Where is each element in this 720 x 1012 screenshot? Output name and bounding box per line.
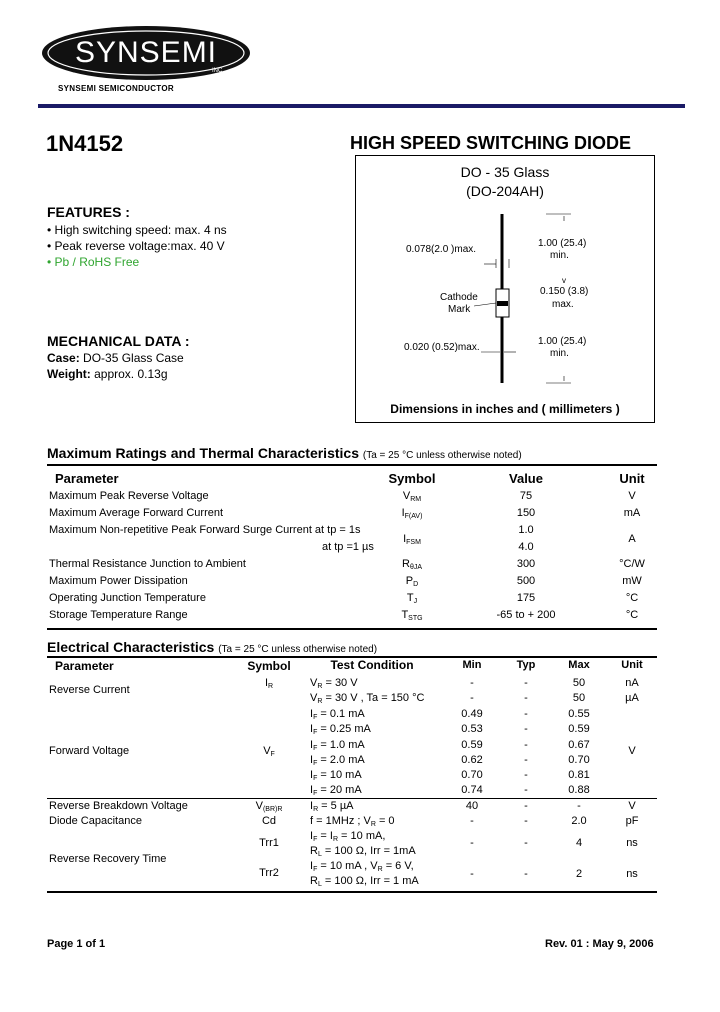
revision-date: Rev. 01 : May 9, 2006 [545, 938, 654, 950]
ratings-unit: V [628, 490, 636, 502]
company-name: SYNSEMI SEMICONDUCTOR [58, 84, 174, 93]
trr2-condition-2: $R_L = 100$ Ω, Irr = 1 mA [310, 875, 419, 888]
ratings-unit: mA [623, 507, 641, 519]
unit-value: nA [625, 677, 639, 689]
ratings-bottom-rule [47, 628, 657, 630]
min-value: - [470, 815, 474, 827]
breakdown-symbol: $V_{(BR)R}$ [255, 800, 283, 813]
trr1-condition-2: $R_L = 100$ Ω, Irr = 1mA [310, 845, 416, 858]
min-value: - [470, 868, 474, 880]
max-value: 0.81 [568, 769, 590, 781]
ratings-param: Storage Temperature Range [49, 609, 188, 621]
page-number: Page 1 of 1 [47, 938, 106, 950]
min-value: 0.53 [461, 723, 483, 735]
min-value: 0.62 [461, 754, 483, 766]
capacitance-param: Diode Capacitance [49, 815, 142, 827]
test-condition: $V_R = 30$ V , Ta = 150 °C [310, 692, 425, 705]
ratings-symbol: $I_{FSM}$ [403, 533, 421, 546]
max-value: 2 [575, 868, 583, 880]
typ-value: - [524, 677, 528, 689]
ratings-col-unit: Unit [619, 471, 645, 486]
ratings-symbol: $P_D$ [405, 575, 419, 588]
typ-value: - [524, 784, 528, 796]
typ-value: - [524, 739, 528, 751]
svg-text:SYNSEMI: SYNSEMI [74, 36, 218, 69]
top-lead-length-min: min. [550, 250, 569, 261]
elec-col-max: Max [568, 659, 590, 671]
forward-voltage-symbol: $V_F$ [263, 745, 275, 758]
package-name: DO - 35 Glass [460, 164, 550, 180]
ratings-value: 500 [516, 575, 536, 587]
min-value: 40 [465, 800, 479, 812]
body-length-max: max. [552, 299, 574, 310]
unit-value: ns [626, 837, 638, 849]
ratings-param: Maximum Average Forward Current [49, 507, 224, 519]
typ-value: - [524, 837, 528, 849]
capacitance-condition: f = 1MHz ; $V_R = 0$ [310, 815, 395, 828]
ratings-note: (Ta = 25 °C unless otherwise noted) [362, 450, 522, 461]
max-value: 0.55 [568, 708, 590, 720]
ratings-param: Operating Junction Temperature [49, 592, 206, 604]
test-condition: $I_F = 1.0$ mA [310, 739, 365, 752]
max-value: 0.70 [568, 754, 590, 766]
ratings-heading [47, 445, 522, 461]
typ-value: - [524, 708, 528, 720]
bottom-lead-length-min: min. [550, 348, 569, 359]
ratings-symbol: $T_J$ [406, 592, 418, 605]
unit-value: µA [625, 692, 639, 704]
unit-value: ns [626, 868, 638, 880]
lead-diameter-dim: 0.078(2.0 )max. [406, 244, 477, 255]
max-value: 0.59 [568, 723, 590, 735]
min-value: - [470, 692, 474, 704]
ratings-col-value: Value [509, 471, 543, 486]
top-lead-length-dim: 1.00 (25.4) [538, 238, 587, 249]
max-value: 50 [572, 692, 586, 704]
breakdown-param: Reverse Breakdown Voltage [49, 800, 188, 812]
test-condition: $I_F = 2.0$ mA [310, 754, 365, 767]
min-value: 0.49 [461, 708, 483, 720]
min-value: 0.74 [461, 784, 483, 796]
package-code: (DO-204AH) [466, 183, 544, 199]
typ-value: - [524, 692, 528, 704]
ratings-param: Maximum Power Dissipation [49, 575, 188, 587]
test-condition: $I_F = 0.1$ mA [310, 708, 365, 721]
electrical-heading [47, 639, 377, 655]
elec-col-symbol: Symbol [247, 659, 291, 673]
mechanical-case [47, 350, 184, 366]
min-value: - [470, 837, 474, 849]
test-condition: $V_R = 30$ V [310, 677, 358, 690]
test-condition: $I_F = 10$ mA [310, 769, 362, 782]
elec-col-unit: Unit [621, 659, 643, 671]
typ-value: - [524, 769, 528, 781]
svg-text:v: v [562, 276, 566, 285]
electrical-bottom-rule [47, 891, 657, 893]
document-title: HIGH SPEED SWITCHING DIODE [350, 133, 632, 153]
elec-col-min: Min [462, 659, 482, 671]
mechanical-heading: MECHANICAL DATA : [47, 333, 190, 349]
cathode-mark-label: Cathode [440, 292, 478, 303]
ratings-unit: A [628, 533, 636, 545]
ratings-top-rule [47, 464, 657, 466]
trr1-condition: $I_F = I_R = 10$ mA, [310, 830, 386, 843]
typ-value: - [524, 754, 528, 766]
ratings-col-symbol: Symbol [388, 471, 436, 486]
forward-voltage-unit: V [628, 745, 636, 757]
ratings-col-parameter: Parameter [55, 471, 119, 486]
ratings-value: 150 [516, 507, 536, 519]
max-value: 0.67 [568, 739, 590, 751]
ratings-value: 175 [516, 592, 536, 604]
part-number: 1N4152 [46, 131, 124, 156]
case-value: DO-35 Glass Case [79, 351, 184, 365]
ratings-symbol: $I_{F(AV)}$ [401, 507, 423, 520]
ratings-value: 300 [516, 558, 536, 570]
unit-value: V [628, 800, 636, 812]
ratings-param: Thermal Resistance Junction to Ambient [49, 558, 246, 570]
max-value: 2.0 [571, 815, 587, 827]
package-drawing [356, 156, 654, 422]
feature-item: • Peak reverse voltage:max. 40 V [47, 239, 225, 253]
ratings-title: Maximum Ratings and Thermal Characteristics [47, 445, 359, 461]
min-value: - [470, 677, 474, 689]
ratings-value: 1.0 [518, 524, 534, 536]
test-condition: $I_F = 20$ mA [310, 784, 362, 797]
elec-col-condition: Test Condition [330, 658, 414, 672]
ratings-symbol: $R_{\theta JA}$ [401, 558, 423, 571]
synsemi-logo [40, 24, 252, 82]
feature-item: • High switching speed: max. 4 ns [47, 223, 227, 237]
feature-item-rohs: • Pb / RoHS Free [47, 255, 140, 269]
max-value: - [577, 800, 581, 812]
typ-value: - [524, 723, 528, 735]
ratings-unit: °C [625, 609, 639, 621]
ratings-unit: °C [625, 592, 639, 604]
ratings-value: 75 [519, 490, 533, 502]
trr2-symbol: Trr2 [259, 867, 279, 879]
body-length-dim: 0.150 (3.8) [540, 286, 589, 297]
breakdown-condition: $I_R = 5$ µA [310, 800, 354, 813]
ratings-unit: °C/W [619, 558, 645, 570]
typ-value: - [524, 815, 528, 827]
ratings-param: Maximum Peak Reverse Voltage [49, 490, 209, 502]
cathode-mark-label-2: Mark [448, 304, 471, 315]
trr2-condition: $I_F = 10$ mA , $V_R = 6$ V, [310, 860, 414, 873]
max-value: 4 [575, 837, 583, 849]
typ-value: - [524, 868, 528, 880]
trr1-symbol: Trr1 [259, 837, 279, 849]
forward-voltage-param: Forward Voltage [49, 745, 130, 757]
package-outline-box [355, 155, 655, 423]
recovery-param: Reverse Recovery Time [49, 853, 167, 865]
elec-col-typ: Typ [516, 659, 536, 671]
weight-value: approx. 0.13g [90, 367, 168, 381]
test-condition: $I_F = 0.25$ mA [310, 723, 371, 736]
reverse-current-symbol: $I_R$ [264, 677, 274, 690]
case-label: Case: [47, 351, 80, 365]
ratings-symbol: $V_{RM}$ [402, 490, 422, 503]
electrical-note: (Ta = 25 °C unless otherwise noted) [218, 644, 378, 655]
electrical-title: Electrical Characteristics [47, 639, 215, 655]
min-value: 0.70 [461, 769, 483, 781]
weight-label: Weight: [47, 367, 91, 381]
elec-col-parameter: Parameter [55, 659, 114, 673]
svg-text:INC: INC [212, 68, 223, 74]
dimensions-caption: Dimensions in inches and ( millimeters ) [390, 402, 620, 416]
unit-value: pF [625, 815, 639, 827]
mechanical-weight [47, 366, 168, 382]
features-heading: FEATURES : [47, 204, 130, 220]
capacitance-symbol: Cd [261, 815, 277, 827]
ratings-value-2: 4.0 [518, 541, 534, 553]
header-divider [38, 104, 685, 108]
max-value: 50 [572, 677, 586, 689]
min-value: 0.59 [461, 739, 483, 751]
ratings-unit: mW [622, 575, 642, 587]
features-list [47, 222, 227, 270]
wire-diameter-dim: 0.020 (0.52)max. [404, 342, 480, 353]
ratings-param: Maximum Non-repetitive Peak Forward Surge Current at tp = 1s [49, 524, 361, 536]
reverse-current-param: Reverse Current [49, 684, 130, 696]
ratings-symbol: $T_{STG}$ [401, 609, 423, 622]
ratings-param-2: at tp =1 µs [322, 541, 374, 553]
typ-value: - [524, 800, 528, 812]
ratings-value: -65 to + 200 [496, 609, 556, 621]
bottom-lead-length-dim: 1.00 (25.4) [538, 336, 587, 347]
electrical-mid-rule [47, 798, 657, 799]
max-value: 0.88 [568, 784, 590, 796]
